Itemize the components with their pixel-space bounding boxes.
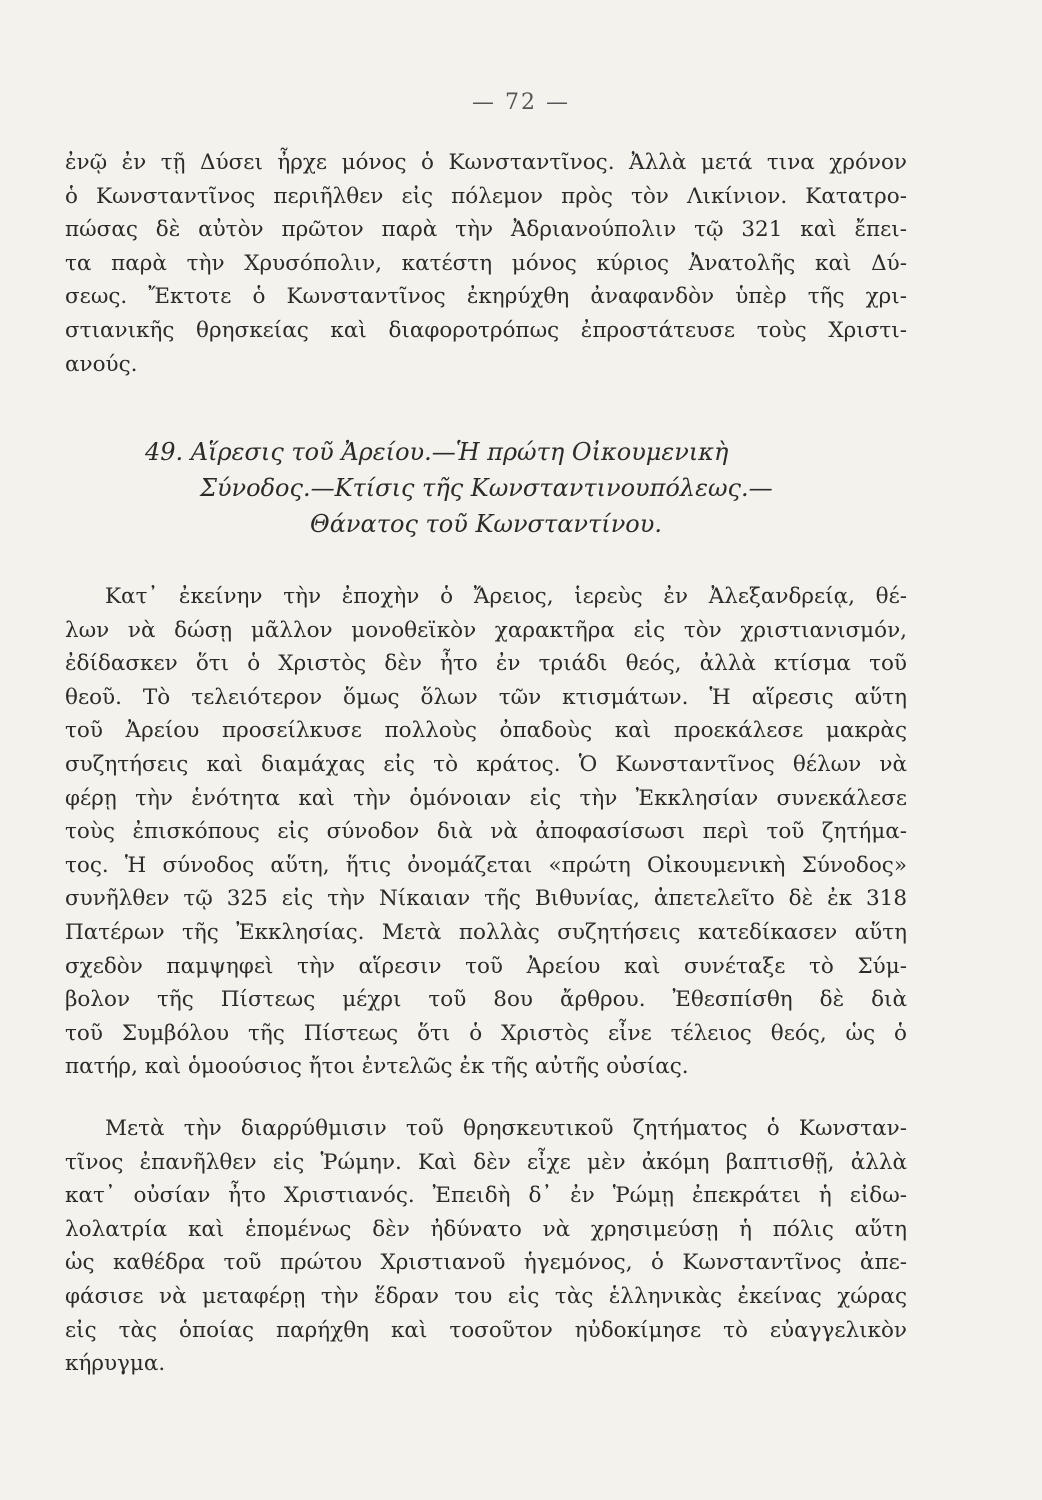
heading-line: 49. Αἵρεσις τοῦ Ἀρείου.—Ἡ πρώτη Οἰκουμενικὴ [145,438,729,466]
heading-line: Σύνοδος.—Κτίσις τῆς Κωνσταντινουπόλεως.— [200,474,773,502]
text-line: τοὺς ἐπισκόπους εἰς σύνοδον διὰ νὰ ἀποφασίσωσι περὶ τοῦ ζητήμα- [65,819,907,845]
text-line: τῖνος ἐπανῆλθεν εἰς Ῥώμην. Καὶ δὲν εἶχε μὲν ἀκόμη βαπτισθῇ, ἀλλὰ [65,1149,907,1175]
text-line: τοῦ Συμβόλου τῆς Πίστεως ὅτι ὁ Χριστὸς εἶνε τέλειος θεός, ὡς ὁ [65,1020,907,1046]
section-heading [65,434,907,542]
heading-line: Θάνατος τοῦ Κωνσταντίνου. [310,510,662,538]
text-line: κήρυγμα. [65,1351,166,1377]
text-line: πατήρ, καὶ ὁμοούσιος ἤτοι ἐντελῶς ἐκ τῆς αὐτῆς οὐσίας. [65,1054,689,1080]
text-line: συζητήσεις καὶ διαμάχας εἰς τὸ κράτος. Ὁ Κωνσταντῖνος θέλων νὰ [65,751,907,777]
paragraph-3 [65,1112,907,1381]
text-line: Κατ᾽ ἐκείνην τὴν ἐποχὴν ὁ Ἄρειος, ἱερεὺς ἐν Ἀλεξανδρείᾳ, θέ- [105,584,907,609]
text-line: τοῦ Ἀρείου προσείλκυσε πολλοὺς ὀπαδοὺς καὶ προεκάλεσε μακρὰς [65,718,907,744]
text-line: στιανικῆς θρησκείας καὶ διαφοροτρόπως ἐπροστάτευσε τοὺς Χριστι- [65,317,907,343]
text-line: πώσας δὲ αὐτὸν πρῶτον παρὰ τὴν Ἀδριανούπολιν τῷ 321 καὶ ἔπει- [65,217,907,243]
text-line: Μετὰ τὴν διαρρύθμισιν τοῦ θρησκευτικοῦ ζητήματος ὁ Κωνσταν- [105,1116,907,1141]
text-line: φέρῃ τὴν ἑνότητα καὶ τὴν ὁμόνοιαν εἰς τὴν Ἐκκλησίαν συνεκάλεσε [65,785,907,811]
text-line: φάσισε νὰ μεταφέρῃ τὴν ἕδραν του εἰς τὰς ἑλληνικὰς ἐκείνας χώρας [65,1283,907,1309]
text-line: εἰς τὰς ὁποίας παρήχθη καὶ τοσοῦτον ηὐδοκίμησε τὸ εὐαγγελικὸν [65,1317,907,1343]
text-line: τα παρὰ τὴν Χρυσόπολιν, κατέστη μόνος κύριος Ἀνατολῆς καὶ Δύ- [65,250,907,276]
page-number: — 72 — [472,90,570,115]
text-line: σεως. Ἔκτοτε ὁ Κωνσταντῖνος ἐκηρύχθη ἀναφανδὸν ὑπὲρ τῆς χρι- [65,284,907,310]
text-line: λων νὰ δώσῃ μᾶλλον μονοθεϊκὸν χαρακτῆρα εἰς τὸν χριστιανισμόν, [65,617,907,643]
text-line: τος. Ἡ σύνοδος αὕτη, ἥτις ὀνομάζεται «πρώτη Οἰκουμενικὴ Σύνοδος» [65,852,907,878]
text-line: ὁ Κωνσταντῖνος περιῆλθεν εἰς πόλεμον πρὸς τὸν Λικίνιον. Κατατρο- [65,183,907,209]
text-line: Πατέρων τῆς Ἐκκλησίας. Μετὰ πολλὰς συζητήσεις κατεδίκασεν αὕτη [65,919,907,945]
text-line: ανούς. [65,351,138,377]
text-line: ὡς καθέδρα τοῦ πρώτου Χριστιανοῦ ἡγεμόνος, ὁ Κωνσταντῖνος ἀπε- [65,1250,907,1276]
text-line: λολατρία καὶ ἑπομένως δὲν ἠδύνατο νὰ χρησιμεύσῃ ἡ πόλις αὕτη [65,1216,907,1242]
paragraph-1 [65,146,907,381]
text-line: κατ᾽ οὐσίαν ἦτο Χριστιανός. Ἐπειδὴ δ᾽ ἐν Ῥώμῃ ἐπεκράτει ἡ εἰδω- [65,1183,907,1209]
text-line: ἐνῷ ἐν τῇ Δύσει ἦρχε μόνος ὁ Κωνσταντῖνος. Ἀλλὰ μετά τινα χρόνον [65,150,907,175]
text-line: βολον τῆς Πίστεως μέχρι τοῦ 8ου ἄρθρου. Ἐθεσπίσθη δὲ διὰ [65,987,907,1013]
text-line: σχεδὸν παμψηφεὶ τὴν αἵρεσιν τοῦ Ἀρείου καὶ συνέταξε τὸ Σύμ- [65,953,907,979]
text-line: θεοῦ. Τὸ τελειότερον ὅμως ὅλων τῶν κτισμάτων. Ἡ αἵρεσις αὕτη [65,684,907,710]
text-line: ἐδίδασκεν ὅτι ὁ Χριστὸς δὲν ἦτο ἐν τριάδι θεός, ἀλλὰ κτίσμα τοῦ [65,651,907,677]
paragraph-2 [65,580,907,1084]
text-line: συνῆλθεν τῷ 325 εἰς τὴν Νίκαιαν τῆς Βιθυνίας, ἀπετελεῖτο δὲ ἐκ 318 [65,886,907,912]
